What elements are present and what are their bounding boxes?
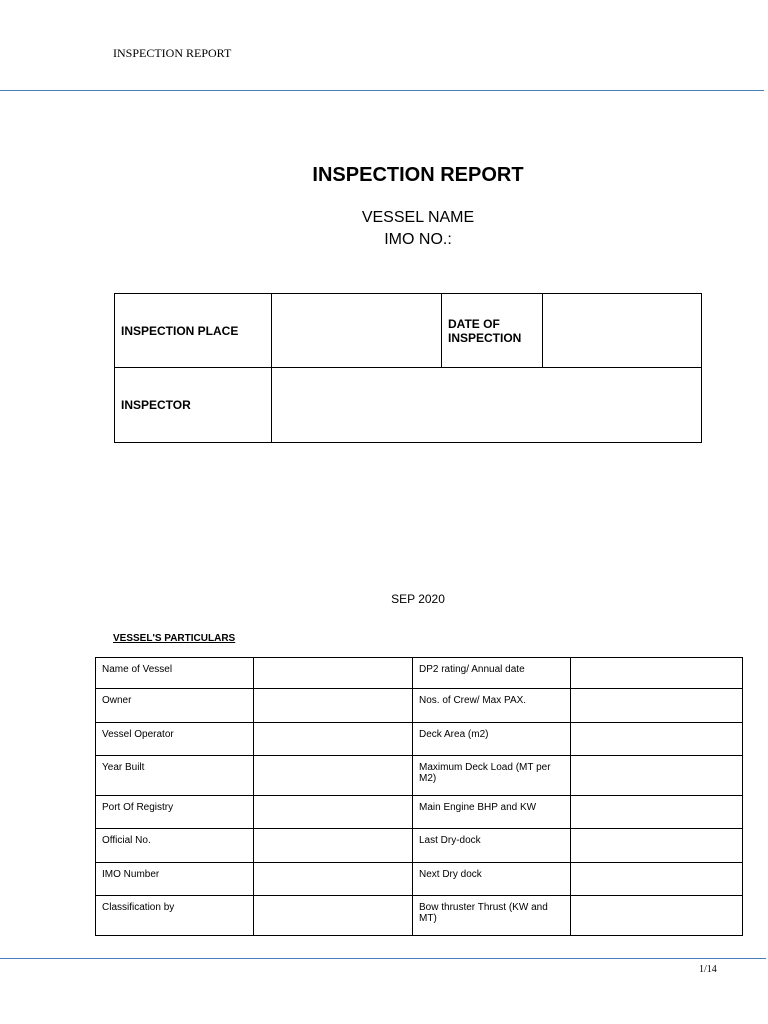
inspection-place-field[interactable] <box>272 294 442 368</box>
particulars-row <box>96 829 743 863</box>
particular-label: Classification by <box>96 896 254 936</box>
date-of-inspection-label: DATE OF INSPECTION <box>442 294 543 368</box>
section-title: VESSEL'S PARTICULARS <box>113 633 236 644</box>
running-header: INSPECTION REPORT <box>113 46 232 60</box>
particular-value-field[interactable] <box>254 896 413 936</box>
particulars-row <box>96 723 743 756</box>
particular-label: Last Dry-dock <box>413 829 571 863</box>
report-date: SEP 2020 <box>391 592 445 606</box>
vessel-particulars-table <box>95 657 743 936</box>
particular-label: Next Dry dock <box>413 863 571 896</box>
particular-value-field[interactable] <box>571 829 743 863</box>
particular-label: IMO Number <box>96 863 254 896</box>
particular-value-field[interactable] <box>571 863 743 896</box>
particular-label: Port Of Registry <box>96 796 254 829</box>
particular-label: Owner <box>96 689 254 723</box>
header-rule <box>0 90 764 91</box>
particular-value-field[interactable] <box>571 796 743 829</box>
particular-value-field[interactable] <box>254 796 413 829</box>
particular-value-field[interactable] <box>571 689 743 723</box>
particular-label: Nos. of Crew/ Max PAX. <box>413 689 571 723</box>
inspector-label: INSPECTOR <box>115 368 272 443</box>
imo-number-label: IMO NO.: <box>384 231 452 248</box>
footer-rule <box>0 958 766 959</box>
particular-label: Official No. <box>96 829 254 863</box>
particular-label: Year Built <box>96 756 254 796</box>
particular-label: DP2 rating/ Annual date <box>413 658 571 689</box>
particular-value-field[interactable] <box>254 756 413 796</box>
particular-value-field[interactable] <box>254 829 413 863</box>
particulars-row <box>96 689 743 723</box>
particular-value-field[interactable] <box>254 689 413 723</box>
particulars-row <box>96 796 743 829</box>
particular-value-field[interactable] <box>254 723 413 756</box>
vessel-name: VESSEL NAME <box>361 209 475 226</box>
particulars-row <box>96 756 743 796</box>
particular-label: Main Engine BHP and KW <box>413 796 571 829</box>
particular-label: Bow thruster Thrust (KW and MT) <box>413 896 571 936</box>
particular-label: Vessel Operator <box>96 723 254 756</box>
inspection-info-table <box>114 293 702 443</box>
particular-label: Maximum Deck Load (MT per M2) <box>413 756 571 796</box>
particular-label: Deck Area (m2) <box>413 723 571 756</box>
particular-value-field[interactable] <box>571 756 743 796</box>
particular-value-field[interactable] <box>254 658 413 689</box>
document-title: INSPECTION REPORT <box>312 164 524 186</box>
particular-value-field[interactable] <box>571 658 743 689</box>
particulars-row <box>96 863 743 896</box>
particulars-row <box>96 896 743 936</box>
inspector-field[interactable] <box>272 368 702 443</box>
page-number: 1/14 <box>699 964 717 975</box>
particular-value-field[interactable] <box>254 863 413 896</box>
inspection-info-row <box>115 368 702 443</box>
particular-value-field[interactable] <box>571 896 743 936</box>
particular-label: Name of Vessel <box>96 658 254 689</box>
inspection-info-row <box>115 294 702 368</box>
particular-value-field[interactable] <box>571 723 743 756</box>
date-of-inspection-field[interactable] <box>543 294 702 368</box>
inspection-place-label: INSPECTION PLACE <box>115 294 272 368</box>
particulars-row <box>96 658 743 689</box>
